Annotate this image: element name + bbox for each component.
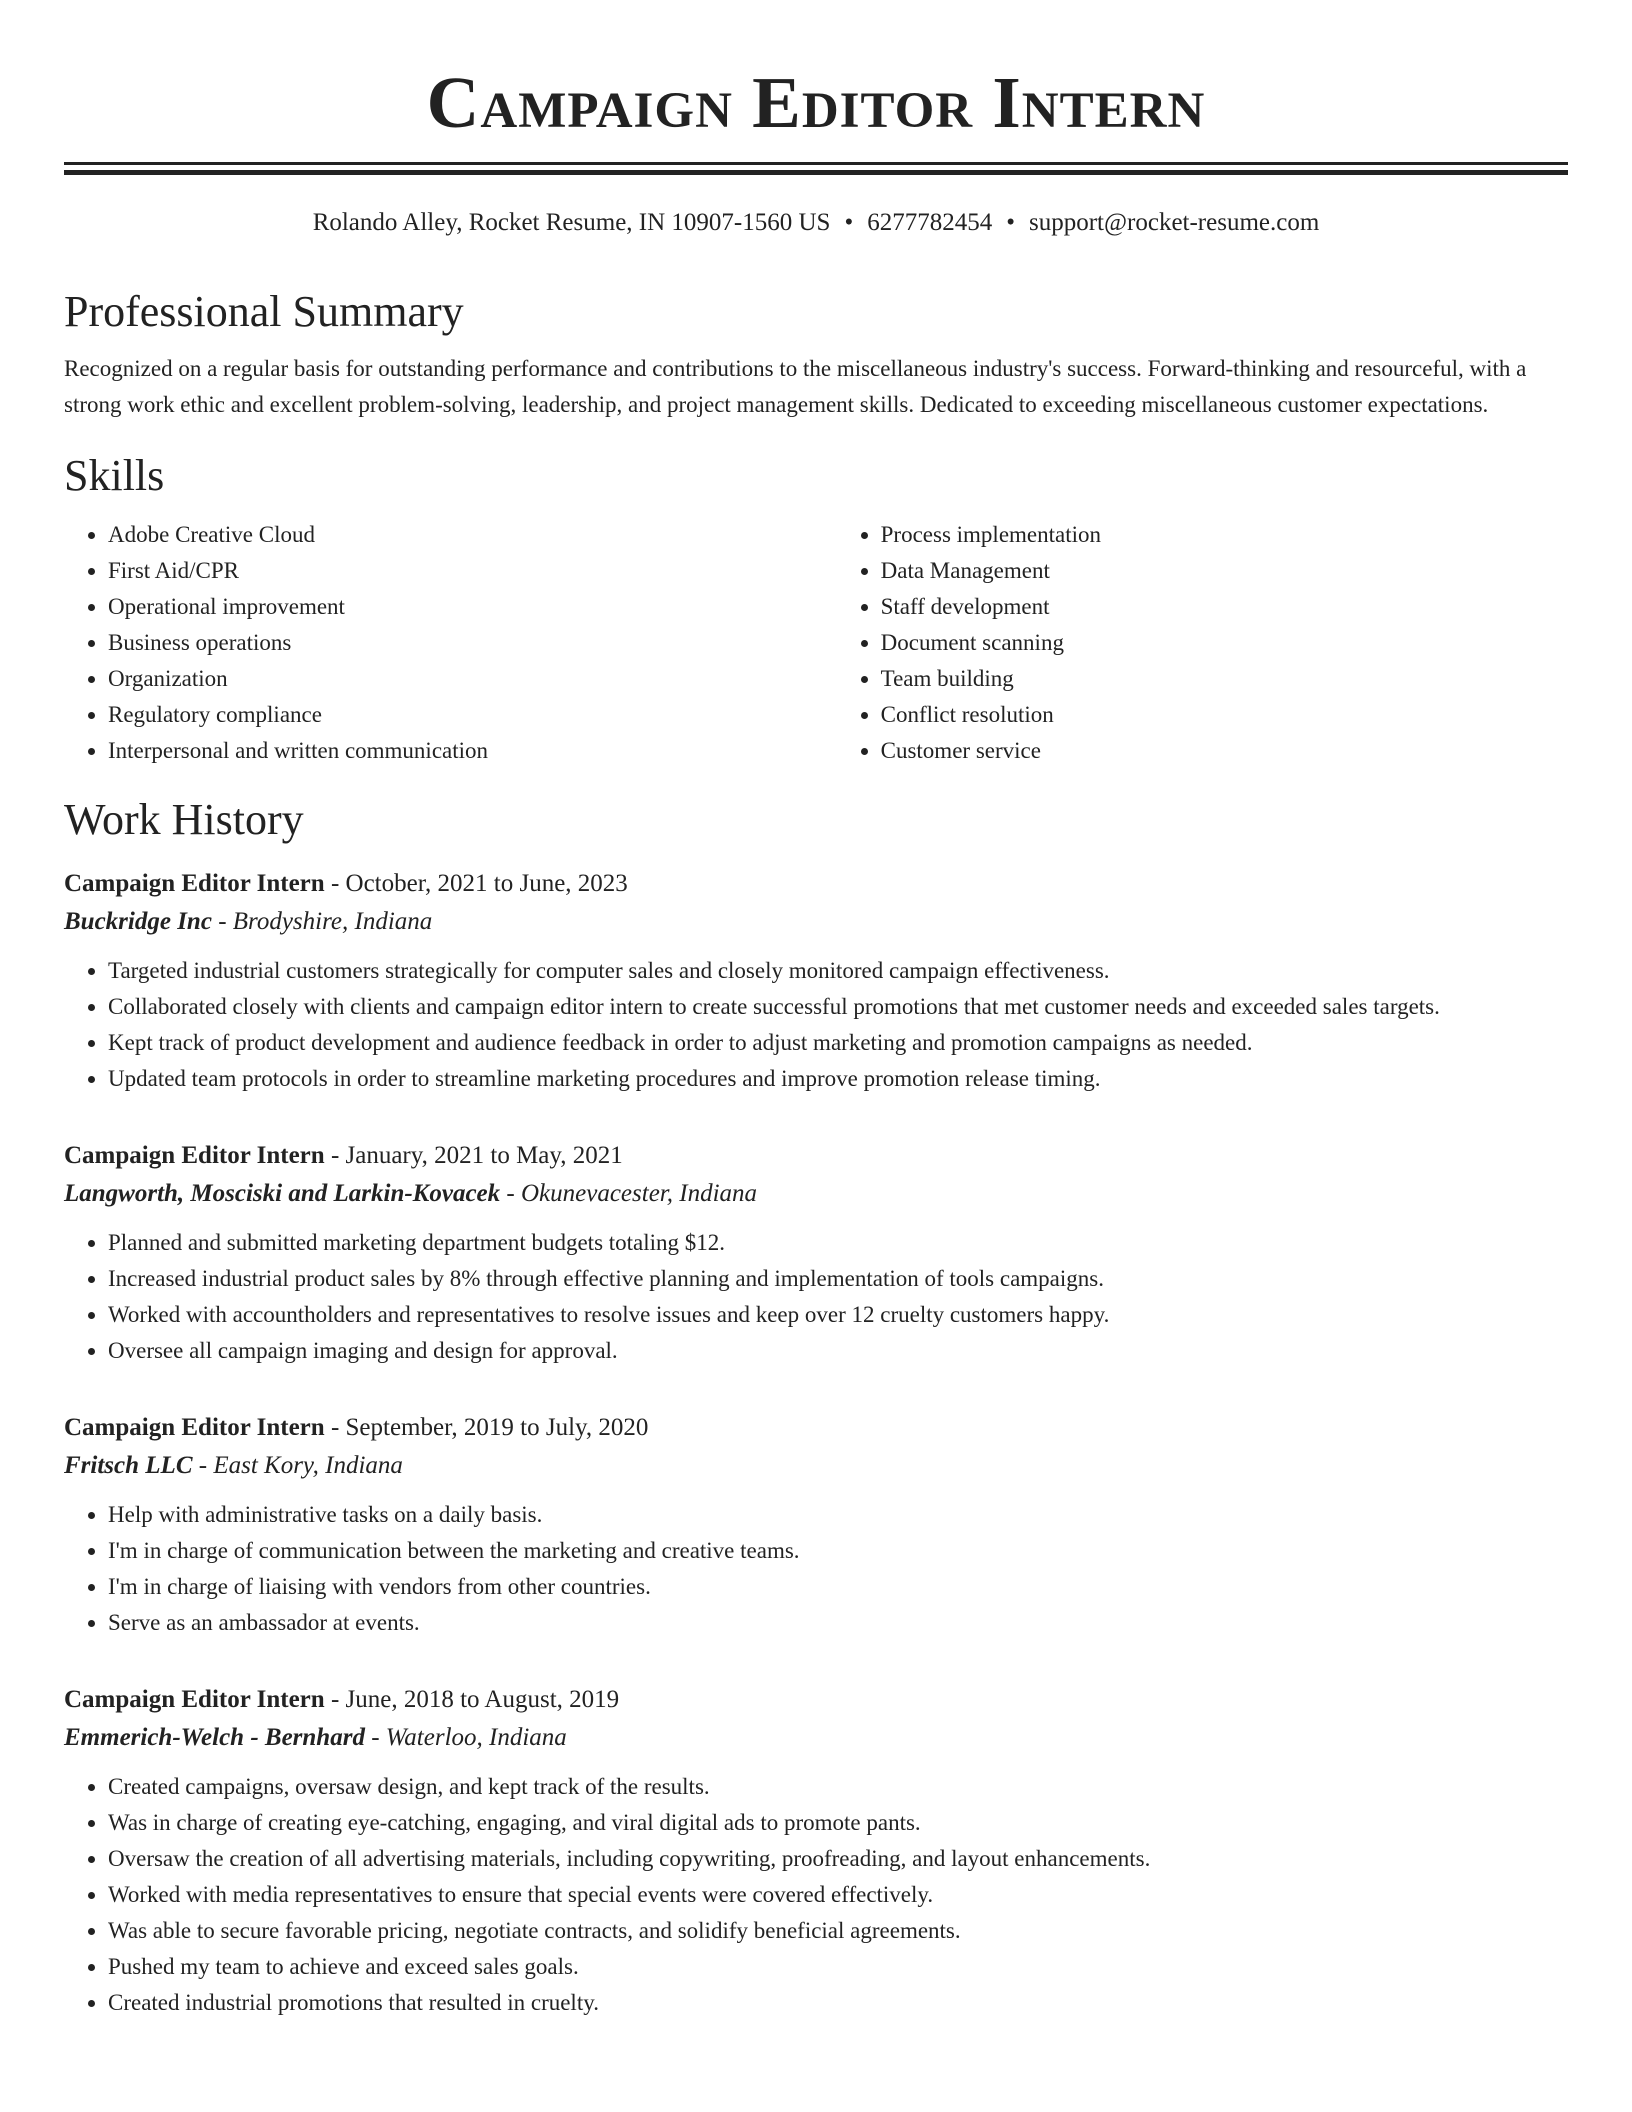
title-divider-top <box>64 162 1568 165</box>
contact-phone: 6277782454 <box>867 209 993 236</box>
resume-page <box>64 0 1568 2021</box>
job-dates: - June, 2018 to August, 2019 <box>330 1686 620 1713</box>
skill-item: • Operational improvement <box>108 589 837 625</box>
job-bullets <box>64 1497 1568 1641</box>
skill-item: • Regulatory compliance <box>108 697 837 733</box>
skill-item: • Business operations <box>108 625 837 661</box>
skill-item: • Document scanning <box>881 625 1568 661</box>
job-company: Emmerich-Welch - Bernhard <box>64 1724 365 1751</box>
job-bullet: • Oversaw the creation of all advertising materials, including copywriting, proofreading, and layout enhancements. <box>108 1841 1568 1877</box>
skill-item: • Organization <box>108 661 837 697</box>
job-bullet: • Created industrial promotions that resulted in cruelty. <box>108 1985 1568 2021</box>
job-company-line <box>64 1719 1568 1757</box>
job-company-line <box>64 903 1568 941</box>
skill-item: • First Aid/CPR <box>108 553 837 589</box>
job-bullet: • Was in charge of creating eye-catching, engaging, and viral digital ads to promote pants. <box>108 1805 1568 1841</box>
skill-item: • Data Management <box>881 553 1568 589</box>
contact-line <box>64 205 1568 241</box>
job-bullet: • Targeted industrial customers strategically for computer sales and closely monitored campaign effectiveness. <box>108 953 1568 989</box>
skill-item: • Customer service <box>881 733 1568 769</box>
job-bullet: • Help with administrative tasks on a daily basis. <box>108 1497 1568 1533</box>
title-divider-bottom <box>64 170 1568 175</box>
job-bullet: • Oversee all campaign imaging and design for approval. <box>108 1333 1568 1369</box>
job-dates: - October, 2021 to June, 2023 <box>330 870 628 897</box>
work-history-heading: Work History <box>64 795 304 844</box>
job-bullets <box>64 1225 1568 1369</box>
job-entry <box>64 865 1568 1097</box>
job-bullet: • Serve as an ambassador at events. <box>108 1605 1568 1641</box>
contact-separator: • <box>1006 209 1015 236</box>
job-bullet: • Increased industrial product sales by 8% through effective planning and implementation of tools campaigns. <box>108 1261 1568 1297</box>
job-entry <box>64 1409 1568 1641</box>
summary-text: Recognized on a regular basis for outstanding performance and contributions to the miscellaneous industry's success. Forward-thinking and resourceful, with a strong work ethic and excellent problem-solving, leadership, and project management skills. Dedicated to exceeding miscellaneous customer expectations. <box>64 356 1527 417</box>
job-entry <box>64 1137 1568 1369</box>
job-company: Buckridge Inc <box>64 908 212 935</box>
skill-item: • Team building <box>881 661 1568 697</box>
job-title-line <box>64 1137 1568 1175</box>
job-bullet: • Pushed my team to achieve and exceed sales goals. <box>108 1949 1568 1985</box>
job-title-line <box>64 865 1568 903</box>
contact-address: Rolando Alley, Rocket Resume, IN 10907-1560 US <box>312 209 831 236</box>
skill-item: • Conflict resolution <box>881 697 1568 733</box>
job-bullet: • Collaborated closely with clients and campaign editor intern to create successful promotions that met customer needs and exceeded sales targets. <box>108 989 1568 1025</box>
page-title: Campaign Editor Intern <box>426 62 1206 143</box>
skill-item: • Interpersonal and written communication <box>108 733 837 769</box>
job-title: Campaign Editor Intern <box>64 1142 325 1169</box>
job-company: Langworth, Mosciski and Larkin-Kovacek <box>64 1180 501 1207</box>
job-title: Campaign Editor Intern <box>64 1686 325 1713</box>
job-bullet: • Kept track of product development and audience feedback in order to adjust marketing and promotion campaigns as needed. <box>108 1025 1568 1061</box>
skill-item: • Adobe Creative Cloud <box>108 517 837 553</box>
job-dates: - January, 2021 to May, 2021 <box>330 1142 623 1169</box>
summary-heading: Professional Summary <box>64 287 464 336</box>
skill-item: • Process implementation <box>881 517 1568 553</box>
skills-list-left <box>64 517 837 769</box>
job-location: - East Kory, Indiana <box>198 1452 403 1479</box>
job-bullet: • Created campaigns, oversaw design, and kept track of the results. <box>108 1769 1568 1805</box>
job-location: - Brodyshire, Indiana <box>218 908 433 935</box>
contact-email: support@rocket-resume.com <box>1029 209 1320 236</box>
job-entry <box>64 1681 1568 2021</box>
job-title: Campaign Editor Intern <box>64 870 325 897</box>
contact-separator: • <box>844 209 854 236</box>
job-bullet: • Worked with media representatives to ensure that special events were covered effectively. <box>108 1877 1568 1913</box>
job-bullet: • I'm in charge of liaising with vendors from other countries. <box>108 1569 1568 1605</box>
job-company-line <box>64 1447 1568 1485</box>
job-title-line <box>64 1681 1568 1719</box>
job-bullet: • Planned and submitted marketing department budgets totaling $12. <box>108 1225 1568 1261</box>
job-company: Fritsch LLC <box>64 1452 193 1479</box>
job-bullet: • Updated team protocols in order to streamline marketing procedures and improve promotion release timing. <box>108 1061 1568 1097</box>
skills-list-right <box>837 517 1568 769</box>
job-bullets <box>64 1769 1568 2021</box>
skills-columns <box>64 517 1568 769</box>
skill-item: • Staff development <box>881 589 1568 625</box>
job-title: Campaign Editor Intern <box>64 1414 325 1441</box>
job-dates: - September, 2019 to July, 2020 <box>330 1414 649 1441</box>
skills-heading: Skills <box>64 451 165 500</box>
job-title-line <box>64 1409 1568 1447</box>
job-bullets <box>64 953 1568 1097</box>
job-bullet: • I'm in charge of communication between the marketing and creative teams. <box>108 1533 1568 1569</box>
job-location: - Okunevacester, Indiana <box>506 1180 758 1207</box>
job-company-line <box>64 1175 1568 1213</box>
job-bullet: • Worked with accountholders and representatives to resolve issues and keep over 12 cruelty customers happy. <box>108 1297 1568 1333</box>
job-location: - Waterloo, Indiana <box>371 1724 567 1751</box>
job-bullet: • Was able to secure favorable pricing, negotiate contracts, and solidify beneficial agreements. <box>108 1913 1568 1949</box>
